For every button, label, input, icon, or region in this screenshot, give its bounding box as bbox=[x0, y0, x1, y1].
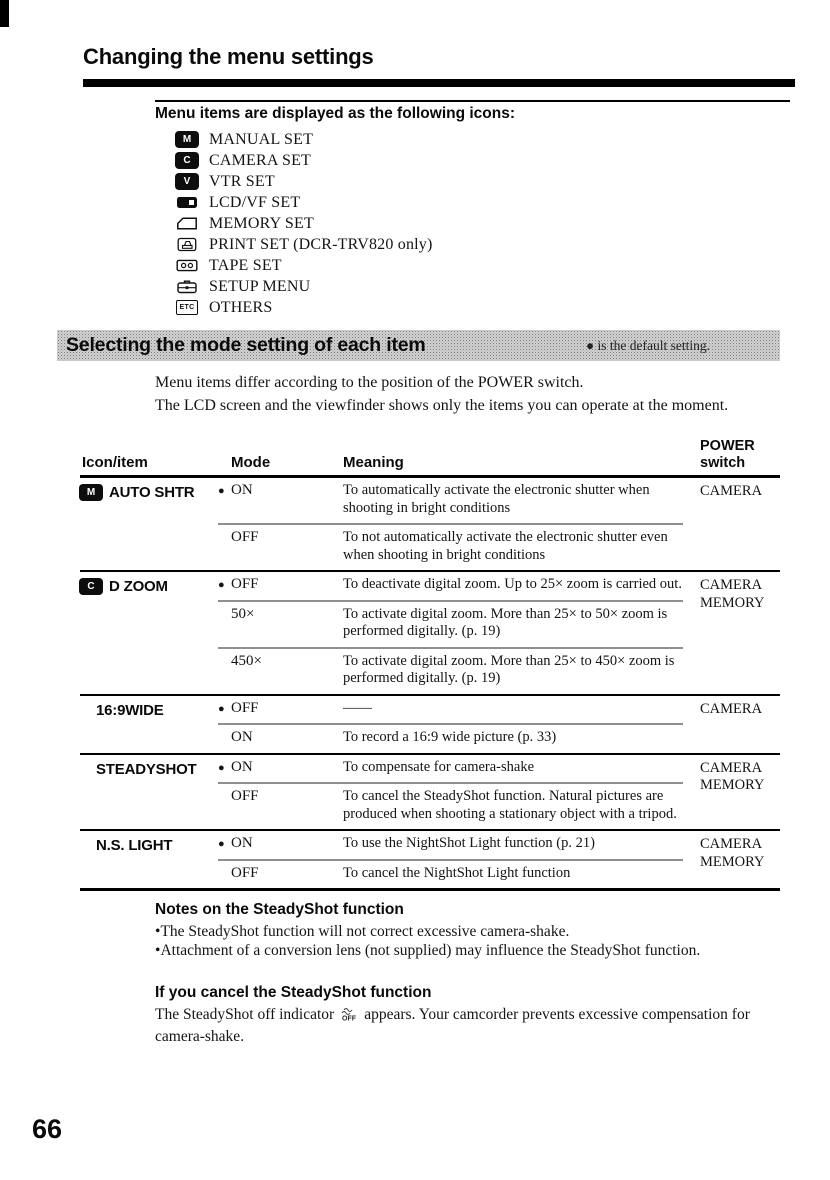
default-marker: ● bbox=[218, 702, 225, 715]
scan-artifact bbox=[0, 0, 9, 27]
menu-icon-label: MANUAL SET bbox=[209, 130, 314, 148]
menu-icon-row bbox=[176, 129, 433, 150]
power-switch-value: CAMERA bbox=[700, 759, 763, 776]
menu-icon-row bbox=[176, 171, 433, 192]
header-power-line1: POWER bbox=[700, 438, 755, 454]
menu-icon-row bbox=[176, 255, 433, 276]
header-mode: Mode bbox=[231, 454, 271, 471]
menu-icon-label: MEMORY SET bbox=[209, 214, 314, 232]
menu-icon-label: PRINT SET (DCR-TRV820 only) bbox=[209, 235, 433, 253]
setup-menu-icon bbox=[176, 279, 198, 294]
cell-icon-item bbox=[80, 831, 218, 888]
cell-power-switch bbox=[700, 831, 780, 888]
cell-modes bbox=[218, 572, 683, 694]
cell-power-switch bbox=[700, 572, 780, 694]
manual-set-icon: M bbox=[176, 132, 198, 147]
mode-row bbox=[218, 755, 683, 783]
cell-icon-item bbox=[80, 696, 218, 753]
mode-row bbox=[218, 478, 683, 523]
menu-icon-row bbox=[176, 297, 433, 318]
menu-icon-row bbox=[176, 276, 433, 297]
note2-block bbox=[155, 984, 780, 1046]
intro-paragraph: The LCD screen and the viewfinder shows only the items you can operate at the moment. bbox=[155, 397, 729, 414]
note-bullet: • The SteadyShot function will not correct excessive camera-shake. bbox=[155, 923, 720, 942]
menu-icon-row bbox=[176, 213, 433, 234]
mode-row bbox=[218, 859, 683, 889]
note-bullet: • Attachment of a conversion lens (not supplied) may influence the SteadyShot function. bbox=[155, 942, 720, 961]
item-label: AUTO SHTR bbox=[109, 484, 195, 501]
mode-row bbox=[218, 723, 683, 753]
mode-row bbox=[218, 831, 683, 859]
settings-table bbox=[80, 438, 780, 891]
mode-text: OFF bbox=[231, 699, 259, 716]
menu-icon-label: SETUP MENU bbox=[209, 277, 311, 295]
mode-text: 450× bbox=[231, 652, 262, 669]
table-item-d-zoom bbox=[80, 570, 780, 694]
others-etc-icon: ETC bbox=[176, 300, 198, 315]
notes-section bbox=[155, 901, 780, 1046]
cell-icon-item bbox=[80, 478, 218, 570]
table-item-steadyshot bbox=[80, 753, 780, 830]
steadyshot-notes-list bbox=[155, 923, 720, 960]
mode-meaning: To deactivate digital zoom. Up to 25× zoom is carried out. bbox=[343, 576, 682, 592]
mode-meaning: To use the NightShot Light function (p. 21) bbox=[343, 835, 595, 851]
page-title: Changing the menu settings bbox=[83, 44, 374, 69]
intro-paragraph: Menu items differ according to the position of the POWER switch. bbox=[155, 374, 584, 391]
cell-power-switch bbox=[700, 755, 780, 830]
mode-value bbox=[218, 865, 343, 883]
menu-icon-label: TAPE SET bbox=[209, 256, 282, 274]
default-marker: ● bbox=[218, 761, 225, 774]
cell-modes bbox=[218, 696, 683, 753]
mode-value bbox=[218, 835, 343, 853]
power-switch-value: CAMERA bbox=[700, 483, 763, 499]
menu-icon-label: VTR SET bbox=[209, 172, 275, 190]
mode-meaning: To not automatically activate the electronic shutter even when shooting in bright conditions bbox=[343, 529, 668, 563]
camera-set-icon: C bbox=[80, 579, 102, 594]
note2-heading: If you cancel the SteadyShot function bbox=[155, 984, 432, 1001]
intro-paragraphs bbox=[155, 371, 740, 417]
note2-text-before: The SteadyShot off indicator bbox=[155, 1006, 335, 1023]
page-number: 66 bbox=[32, 1114, 63, 1144]
mode-text: OFF bbox=[231, 576, 259, 592]
svg-text:OFF: OFF bbox=[342, 1015, 357, 1022]
tape-set-icon bbox=[176, 258, 198, 273]
power-switch-value: CAMERA bbox=[700, 700, 763, 717]
section-banner bbox=[57, 330, 780, 361]
mode-value bbox=[218, 700, 343, 718]
table-item-n-s-light bbox=[80, 829, 780, 888]
table-item-16-9wide bbox=[80, 694, 780, 753]
mode-row bbox=[218, 782, 683, 829]
mode-meaning: To activate digital zoom. More than 25× to 450× zoom is performed digitally. (p. 19) bbox=[343, 652, 675, 686]
default-marker: ● bbox=[218, 485, 225, 497]
header-power-switch bbox=[700, 438, 780, 471]
mode-text: OFF bbox=[231, 529, 259, 545]
lcd-vf-set-icon bbox=[176, 195, 198, 210]
mode-value bbox=[218, 653, 343, 688]
note2-text-after: appears. Your camcorder prevents excessive compensation for camera-shake. bbox=[155, 1006, 750, 1045]
menu-icons-heading: Menu items are displayed as the following icons: bbox=[155, 105, 516, 122]
power-switch-value: MEMORY bbox=[700, 853, 765, 870]
menu-icon-row bbox=[176, 234, 433, 255]
mode-value bbox=[218, 788, 343, 823]
camera-set-icon: C bbox=[176, 153, 198, 168]
mode-meaning: To activate digital zoom. More than 25× to 50× zoom is performed digitally. (p. 19) bbox=[343, 605, 668, 639]
table-item-auto-shtr bbox=[80, 478, 780, 570]
cell-icon-item bbox=[80, 755, 218, 830]
mode-meaning: To cancel the NightShot Light function bbox=[343, 864, 571, 881]
mode-text: OFF bbox=[231, 864, 259, 881]
header-power-line2: switch bbox=[700, 454, 746, 471]
default-setting-note: ● is the default setting. bbox=[585, 337, 710, 353]
header-icon-item: Icon/item bbox=[82, 454, 148, 471]
mode-value bbox=[218, 606, 343, 641]
note1-heading: Notes on the SteadyShot function bbox=[155, 901, 404, 918]
menu-icon-label: LCD/VF SET bbox=[209, 193, 301, 211]
menu-icon-row bbox=[176, 150, 433, 171]
mode-value bbox=[218, 576, 343, 594]
table-header bbox=[80, 438, 780, 478]
cell-modes bbox=[218, 755, 683, 830]
mode-row bbox=[218, 696, 683, 724]
mode-value bbox=[218, 729, 343, 747]
cell-power-switch bbox=[700, 696, 780, 753]
vtr-set-icon: V bbox=[176, 174, 198, 189]
mode-value bbox=[218, 759, 343, 777]
memory-set-icon bbox=[176, 216, 198, 231]
power-switch-value: CAMERA bbox=[700, 836, 763, 852]
header-meaning: Meaning bbox=[343, 454, 404, 471]
cell-modes bbox=[218, 478, 683, 570]
power-switch-value: MEMORY bbox=[700, 777, 765, 793]
mode-text: ON bbox=[231, 758, 253, 775]
menu-icon-label: CAMERA SET bbox=[209, 151, 312, 169]
item-label: N.S. LIGHT bbox=[96, 837, 173, 854]
mode-meaning: To compensate for camera-shake bbox=[343, 758, 535, 775]
mode-text: 50× bbox=[231, 605, 255, 622]
cell-icon-item bbox=[80, 572, 218, 694]
mode-text: ON bbox=[231, 835, 253, 851]
mode-meaning: To cancel the SteadyShot function. Natural pictures are produced when shooting a stationary object with a tripod. bbox=[343, 788, 677, 822]
cell-power-switch bbox=[700, 478, 780, 570]
settings-table-body bbox=[80, 478, 780, 888]
item-label: 16:9WIDE bbox=[96, 701, 164, 719]
power-switch-value: MEMORY bbox=[700, 594, 765, 611]
default-marker: ● bbox=[218, 579, 225, 591]
section-title: Selecting the mode setting of each item bbox=[66, 334, 426, 356]
cell-modes bbox=[218, 831, 683, 888]
mode-text: ON bbox=[231, 729, 253, 745]
note2-body bbox=[155, 1006, 755, 1046]
mode-text: ON bbox=[231, 482, 253, 498]
steadyshot-off-icon bbox=[337, 1006, 361, 1028]
mode-row bbox=[218, 523, 683, 570]
mode-row bbox=[218, 647, 683, 694]
title-rule bbox=[83, 79, 795, 87]
mode-row bbox=[218, 600, 683, 647]
mode-meaning: To record a 16:9 wide picture (p. 33) bbox=[343, 729, 557, 745]
mode-value bbox=[218, 529, 343, 564]
menu-icon-row bbox=[176, 192, 433, 213]
icons-panel-rule bbox=[155, 100, 790, 102]
menu-icon-label: OTHERS bbox=[209, 298, 273, 316]
default-marker: ● bbox=[218, 838, 225, 850]
mode-meaning: —— bbox=[343, 699, 372, 716]
mode-value bbox=[218, 482, 343, 517]
item-label: D ZOOM bbox=[109, 578, 168, 595]
mode-row bbox=[218, 572, 683, 600]
item-label: STEADYSHOT bbox=[96, 760, 197, 778]
mode-text: OFF bbox=[231, 788, 259, 804]
mode-meaning: To automatically activate the electronic shutter when shooting in bright conditions bbox=[343, 482, 650, 516]
menu-icon-list bbox=[176, 129, 433, 318]
print-set-icon bbox=[176, 237, 198, 252]
manual-set-icon: M bbox=[80, 485, 102, 500]
power-switch-value: CAMERA bbox=[700, 577, 763, 593]
